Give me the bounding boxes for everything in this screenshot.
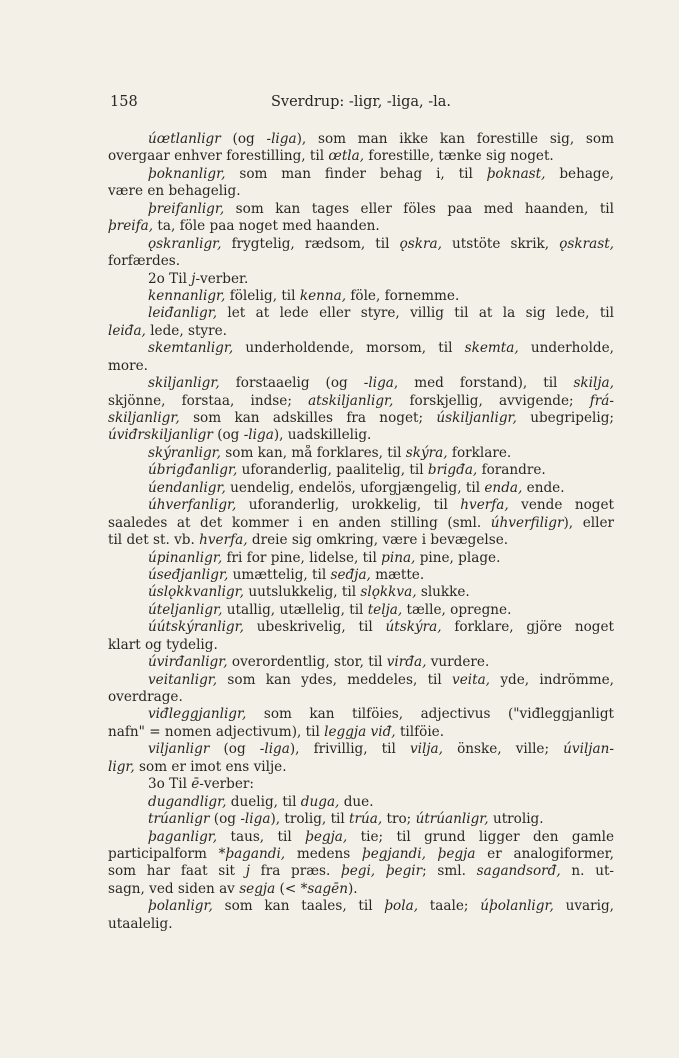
italic-term: j (191, 270, 196, 287)
text-segment: yde, indrömme, (490, 671, 614, 688)
text-line (108, 724, 614, 741)
text-segment: sagn, ved siden av (108, 880, 240, 897)
text-line (108, 253, 614, 270)
italic-term: -liga (363, 375, 394, 392)
italic-term: skemtanligr, (148, 340, 234, 357)
text-line (108, 305, 614, 322)
text-line (108, 846, 614, 863)
italic-term: veitanligr, (148, 671, 218, 688)
text-line (108, 358, 614, 375)
text-line (108, 550, 614, 567)
text-segment: som har faat sit (108, 863, 246, 880)
italic-term: úendanligr, (148, 479, 226, 496)
text-segment: er analogiformer, (475, 845, 614, 862)
text-line (108, 619, 614, 636)
text-segment: tie; til grund ligger den gamle (347, 828, 614, 845)
italic-term: útrúanligr, (415, 811, 489, 828)
text-segment: due. (339, 793, 374, 810)
italic-term: þola, (384, 898, 419, 915)
text-segment: umættelig, til (228, 566, 331, 583)
italic-term: skiljanligr, (108, 410, 180, 426)
text-segment: uvarig, (553, 898, 614, 915)
italic-term: œtla, (328, 148, 365, 165)
text-line (108, 881, 614, 898)
text-segment: ), frivillig, til (289, 741, 410, 758)
text-segment: forstaaelig (og (219, 375, 364, 392)
text-segment: föle, fornemme. (346, 287, 460, 304)
page-number: 158 (110, 94, 138, 110)
text-segment: ). (347, 880, 358, 897)
text-segment: vurdere. (426, 654, 490, 671)
text-line (108, 811, 614, 828)
text-segment: lede, styre. (145, 322, 227, 339)
italic-term: trúa, (349, 811, 383, 828)
italic-term: -liga (240, 811, 271, 828)
italic-term: úbrigđanligr, (148, 462, 238, 479)
text-line (108, 218, 614, 235)
text-segment: underholde, (518, 340, 614, 357)
text-segment: forfærdes. (108, 253, 181, 270)
text-segment: klart og tydelig. (108, 636, 218, 653)
text-segment: forskjellig, avvigende; (393, 392, 590, 409)
italic-term: duga, (300, 793, 340, 810)
italic-term: skemta, (464, 340, 519, 357)
italic-term: brigđa, (427, 462, 478, 479)
italic-term: dugandligr, (148, 793, 227, 810)
text-segment: slukke. (416, 584, 470, 601)
italic-term: skýra, (405, 444, 448, 461)
italic-term: slǫkkva, (360, 584, 417, 601)
text-segment: 2o Til (148, 270, 192, 287)
italic-term: telja, (367, 601, 403, 618)
text-segment: som kan, må forklares, til (220, 444, 406, 461)
text-line (108, 131, 614, 148)
text-segment: (og (212, 427, 244, 444)
text-line (108, 672, 614, 689)
text-segment: overdrage. (108, 689, 183, 705)
text-segment: -verber: (199, 776, 254, 793)
text-segment: (og (209, 811, 241, 828)
italic-term: hverfa, (460, 497, 509, 514)
text-segment: forklare, gjöre noget (441, 619, 614, 636)
italic-term: viđleggjanligr, (148, 706, 247, 723)
italic-term: enda, (484, 479, 523, 496)
italic-term: vilja, (409, 741, 443, 758)
italic-term: ē (191, 776, 200, 793)
text-segment: ta, föle paa noget med haanden. (153, 218, 380, 235)
text-line (108, 602, 614, 619)
text-line (108, 776, 614, 793)
text-line (108, 863, 614, 880)
text-segment: til det st. vb. (108, 532, 200, 549)
text-segment: (og (220, 131, 267, 147)
text-segment: saaledes at det kommer i en anden stilling (sml. (108, 514, 491, 531)
text-segment: forestille, tænke sig noget. (364, 148, 554, 165)
italic-term: seđja, (330, 566, 371, 583)
italic-term: þolanligr, (148, 898, 213, 915)
text-line (108, 898, 614, 915)
text-line (108, 323, 614, 340)
italic-term: úseđjanligr, (148, 566, 229, 583)
text-segment: fölelig, til (225, 287, 300, 304)
italic-term: ǫskrast, (559, 235, 614, 252)
text-line (108, 462, 614, 479)
italic-term: úœtlanligr (148, 131, 221, 147)
text-segment: som kan tilföies, adjectivus ("viđleggjanligt (246, 706, 614, 723)
text-segment: som kan taales, til (212, 898, 385, 915)
italic-term: úviljan- (563, 741, 614, 758)
text-segment: nafn" = nomen adjectivum), til (108, 723, 325, 740)
text-segment: participalform (108, 845, 219, 862)
text-line (108, 201, 614, 218)
text-segment: ende. (522, 479, 565, 496)
italic-term: úpinanligr, (148, 549, 223, 566)
text-segment: forklare. (447, 444, 512, 461)
italic-term: -liga (266, 131, 297, 147)
italic-term: trúanligr (148, 811, 210, 828)
text-line (108, 741, 614, 758)
italic-term: úviđrskiljanligr (108, 427, 213, 444)
italic-term: þoknast, (486, 165, 546, 182)
text-line (108, 445, 614, 462)
italic-term: leggja viđ, (324, 723, 396, 740)
italic-term: þreifa, (108, 218, 154, 235)
text-line (108, 148, 614, 165)
text-segment: mætte. (370, 566, 425, 583)
text-line (108, 183, 614, 200)
text-segment: overordentlig, stor, til (227, 654, 387, 671)
text-line (108, 288, 614, 305)
text-line (108, 532, 614, 549)
italic-term: hverfa, (199, 532, 248, 549)
text-segment: som man finder behag i, til (225, 165, 487, 182)
italic-term: skýranligr, (148, 444, 221, 461)
text-segment: skjönne, forstaa, indse; (108, 392, 309, 409)
italic-term: úteljanligr, (148, 601, 223, 618)
text-line (108, 340, 614, 357)
text-segment: ; sml. (422, 863, 477, 880)
text-line (108, 497, 614, 514)
text-segment: utstöte skrik, (441, 235, 560, 252)
italic-term: þaganligr, (148, 828, 218, 845)
italic-term: skiljanligr, (148, 375, 220, 392)
text-segment: dreie sig omkring, være i bevægelse. (247, 532, 509, 549)
italic-term: ǫskranligr, (148, 235, 222, 252)
text-segment: (og (209, 741, 260, 758)
text-segment: tilföie. (395, 723, 445, 740)
italic-term: veita, (452, 671, 491, 688)
text-segment: behage, (545, 165, 614, 182)
text-segment: som kan adskilles fra noget; (179, 410, 437, 426)
italic-term: -liga (243, 427, 274, 444)
text-line (108, 567, 614, 584)
italic-term: þegjandi, þegja (362, 845, 476, 862)
italic-term: úhverfanligr, (148, 497, 237, 514)
running-head: Sverdrup: -ligr, -liga, -la. (270, 94, 452, 110)
text-segment: uutslukkelig, til (244, 584, 361, 601)
text-line (108, 584, 614, 601)
italic-term: segja (239, 880, 276, 897)
text-segment: vende noget (508, 497, 614, 514)
text-line (108, 759, 614, 776)
text-segment: ubegripelig; (516, 410, 614, 426)
text-segment: (< (275, 880, 301, 897)
italic-term: úþolanligr, (480, 898, 554, 915)
italic-term: *sagēn (300, 880, 348, 897)
text-segment: overgaar enhver forestilling, til (108, 148, 329, 165)
italic-term: þoknanligr, (148, 165, 226, 182)
text-line (108, 916, 614, 933)
italic-term: þreifanligr, (148, 200, 225, 217)
italic-term: úhverfiligr (490, 514, 564, 531)
text-segment: forandre. (477, 462, 546, 479)
text-segment: , med forstand), til (393, 375, 574, 392)
italic-term: viljanligr (148, 741, 210, 758)
italic-term: útskýra, (385, 619, 442, 636)
text-segment: uendelig, endelös, uforgjængelig, til (225, 479, 485, 496)
text-segment: tælle, opregne. (402, 601, 512, 618)
text-segment: medens (285, 845, 363, 862)
text-segment: tro; (382, 811, 416, 828)
italic-term: pina, (381, 549, 416, 566)
text-segment: ), uadskillelig. (273, 427, 372, 444)
text-segment: duelig, til (226, 793, 301, 810)
text-segment: utallig, utællelig, til (222, 601, 368, 618)
text-line (108, 689, 614, 706)
text-line (108, 637, 614, 654)
text-segment: være en behagelig. (108, 183, 241, 200)
text-segment: som er imot ens vilje. (134, 758, 287, 775)
page-header (108, 94, 614, 114)
italic-term: skilja, (573, 375, 614, 392)
text-segment: utaalelig. (108, 915, 173, 932)
italic-term: -liga (259, 741, 290, 758)
text-segment: önske, ville; (442, 741, 564, 758)
text-segment: frygtelig, rædsom, til (221, 235, 400, 252)
text-segment: fra præs. (249, 863, 341, 880)
italic-term: atskiljanligr, (308, 392, 394, 409)
text-segment: underholdende, morsom, til (233, 340, 465, 357)
italic-term: sagandsorđ, (476, 863, 561, 880)
italic-term: ligr, (108, 758, 135, 775)
italic-term: kenna, (299, 287, 347, 304)
italic-term: frá- (589, 392, 614, 409)
text-segment: taus, til (217, 828, 306, 845)
italic-term: þegi, þegir (341, 863, 423, 880)
text-segment: n. ut- (560, 863, 614, 880)
italic-term: úskiljanligr, (436, 410, 517, 426)
italic-term: *þagandi, (218, 845, 286, 862)
text-segment: 3o Til (148, 776, 192, 793)
text-line (108, 829, 614, 846)
italic-term: leiđa, (108, 322, 146, 339)
text-line (108, 480, 614, 497)
italic-term: ǫskra, (399, 235, 442, 252)
italic-term: j (245, 863, 250, 880)
text-line (108, 271, 614, 288)
italic-term: leiđanligr, (148, 305, 218, 322)
text-segment: uforanderlig, urokkelig, til (236, 497, 461, 514)
italic-term: úútskýranligr, (148, 619, 244, 636)
text-segment: taale; (418, 898, 481, 915)
text-segment: uforanderlig, paalitelig, til (237, 462, 428, 479)
text-segment: som kan tages eller föles paa med haanden, til (224, 200, 614, 217)
text-line (108, 393, 614, 410)
text-segment: ), trolig, til (270, 811, 350, 828)
text-line (108, 427, 614, 444)
text-line (108, 515, 614, 532)
text-segment: som kan ydes, meddeles, til (217, 671, 453, 688)
italic-term: þegja, (305, 828, 348, 845)
page-body-text (108, 131, 614, 933)
text-line (108, 706, 614, 723)
text-line (108, 166, 614, 183)
text-line (108, 236, 614, 253)
italic-term: virđa, (386, 654, 427, 671)
text-segment: pine, plage. (415, 549, 501, 566)
italic-term: úvirđanligr, (148, 654, 228, 671)
text-segment: -verber. (195, 270, 249, 287)
italic-term: kennanligr, (148, 287, 226, 304)
text-line (108, 410, 614, 427)
text-segment: more. (108, 357, 148, 374)
text-segment: fri for pine, lidelse, til (222, 549, 382, 566)
text-segment: utrolig. (488, 811, 544, 828)
text-segment: ), som man ikke kan forestille sig, som (296, 131, 614, 147)
text-line (108, 375, 614, 392)
text-line (108, 654, 614, 671)
text-segment: let at lede eller styre, villig til at la sig lede, til (217, 305, 614, 322)
text-segment: ubeskrivelig, til (243, 619, 386, 636)
italic-term: úslǫkkvanligr, (148, 584, 244, 601)
text-segment: ), eller (563, 514, 614, 531)
text-line (108, 794, 614, 811)
